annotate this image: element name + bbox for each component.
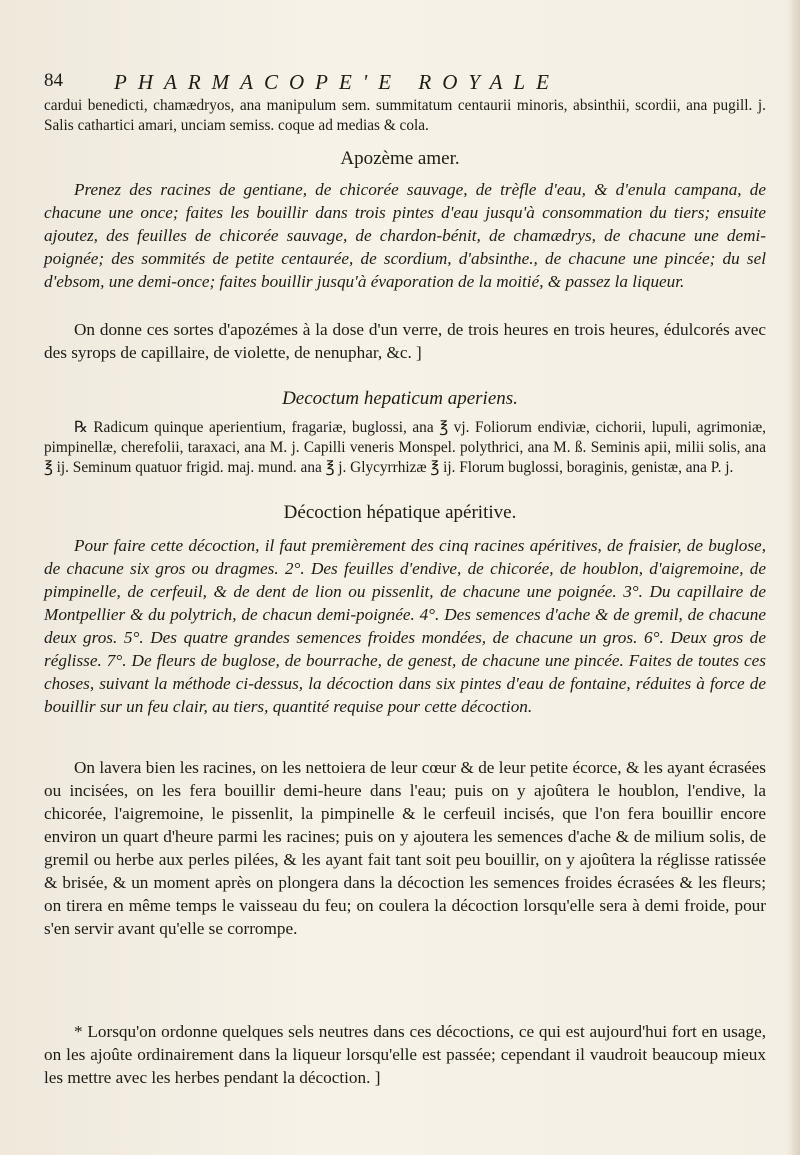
decoction-recipe: Pour faire cette décoction, il faut premièrement des cinq racines apéritives, de fraisier, de buglose, de chacune six gros ou dragmes. 2°. Des feuilles d'endive, de chicorée, de houblon, d'aigremoine, de pimpinelle, de cerfeuil, & de dent de lion ou pissenlit, de chacune une poignée. 3°. Du capillaire de Montpellier & du polytrich, de chacun demi-poignée. 4°. Des semences d'ache & de gremil, de chacune deux gros. 5°. Des quatre grandes semences froides mondées, de chacune un gros. 6°. Deux gros de réglisse. 7°. De fleurs de buglose, de bourrache, de genest, de chacune une pincée. Faites de toutes ces choses, suivant la méthode ci-dessus, la décoction dans six pintes d'eau de fontaine, réduites à force de bouillir sur un feu clair, au tiers, quantité requise pour cette décoction. [44, 536, 766, 716]
section-title-decoction: Décoction hépatique apéritive. [283, 502, 517, 523]
page-edge-shadow [786, 0, 800, 1155]
running-header [44, 70, 764, 96]
page-number: 84 [44, 70, 63, 91]
footnote-paragraph: * Lorsqu'on ordonne quelques sels neutres dans ces décoctions, ce qui est aujourd'hui fort en usage, on les ajoûte ordinairement dans la liqueur lorsqu'elle est passée; cependant il vaudroit beaucoup mieux les mettre avec les herbes pendant la décoction. ] [44, 1022, 766, 1087]
running-title: PHARMACOPE'E ROYALE [114, 70, 560, 94]
apozeme-dose-paragraph: On donne ces sortes d'apozémes à la dose d'un verre, de trois heures en trois heures, édulcorés avec des syrops de capillaire, de violette, de nenuphar, &c. ] [44, 320, 766, 362]
latin-prescription: ℞ Radicum quinque aperientium, fragariæ, buglossi, ana ℥ vj. Foliorum endiviæ, cichorii, lupuli, agrimoniæ, pimpinellæ, cherefolii, taraxaci, ana M. j. Capilli veneris Monspel. polythrici, ana M. ß. Seminis apii, milii solis, ana ℥ ij. Seminum quatuor frigid. maj. mund. ana ℥ j. Glycyrrhizæ ℥ ij. Florum buglossi, boraginis, genistæ, ana P. j. [44, 419, 766, 476]
continued-recipe-text: cardui benedicti, chamædryos, ana manipulum sem. summitatum centaurii minoris, absinthii, scordii, ana pugill. j. Salis cathartici amari, unciam semiss. coque ad medias & cola. [44, 97, 766, 134]
section-title-apozeme-amer: Apozème amer. [340, 148, 460, 169]
decoction-method: On lavera bien les racines, on les nettoiera de leur cœur & de leur petite écorce, & les ayant écrasées ou incisées, on les fera bouillir demi-heure dans l'eau; puis on y ajoûtera le houblon, l'endive, la chicorée, l'aigremoine, le pissenlit, la pimpinelle & le cerfeuil incisés, que l'on fera bouillir encore environ un quart d'heure parmi les racines; puis on y ajoutera les semences d'ache & de milium solis, de gremil ou herbe aux perles pilées, & les ayant fait tant soit peu bouillir, on y ajoûtera la réglisse ratissée & brisée, & un moment après on plongera dans la décoction les semences froides écrasées & les fleurs; on tirera en même temps le vaisseau du feu; on coulera la décoction lorsqu'elle sera à demi froide, pour s'en servir avant qu'elle se corrompe. [44, 758, 766, 938]
apozeme-instructions: Prenez des racines de gentiane, de chicorée sauvage, de trèfle d'eau, & d'enula campana, de chacune une once; faites les bouillir dans trois pintes d'eau jusqu'à consommation du tiers; ensuite ajoutez, des feuilles de chicorée sauvage, de chardon-bénit, de chamædrys, de chacune une demi-poignée; des sommités de petite centaurée, de scordium, d'absinthe., de chacune une pincée; du sel d'ebsom, une demi-once; faites bouillir jusqu'à évaporation de la moitié, & passez la liqueur. [44, 180, 766, 291]
section-title-decoctum-latin: Decoctum hepaticum aperiens. [282, 388, 518, 409]
